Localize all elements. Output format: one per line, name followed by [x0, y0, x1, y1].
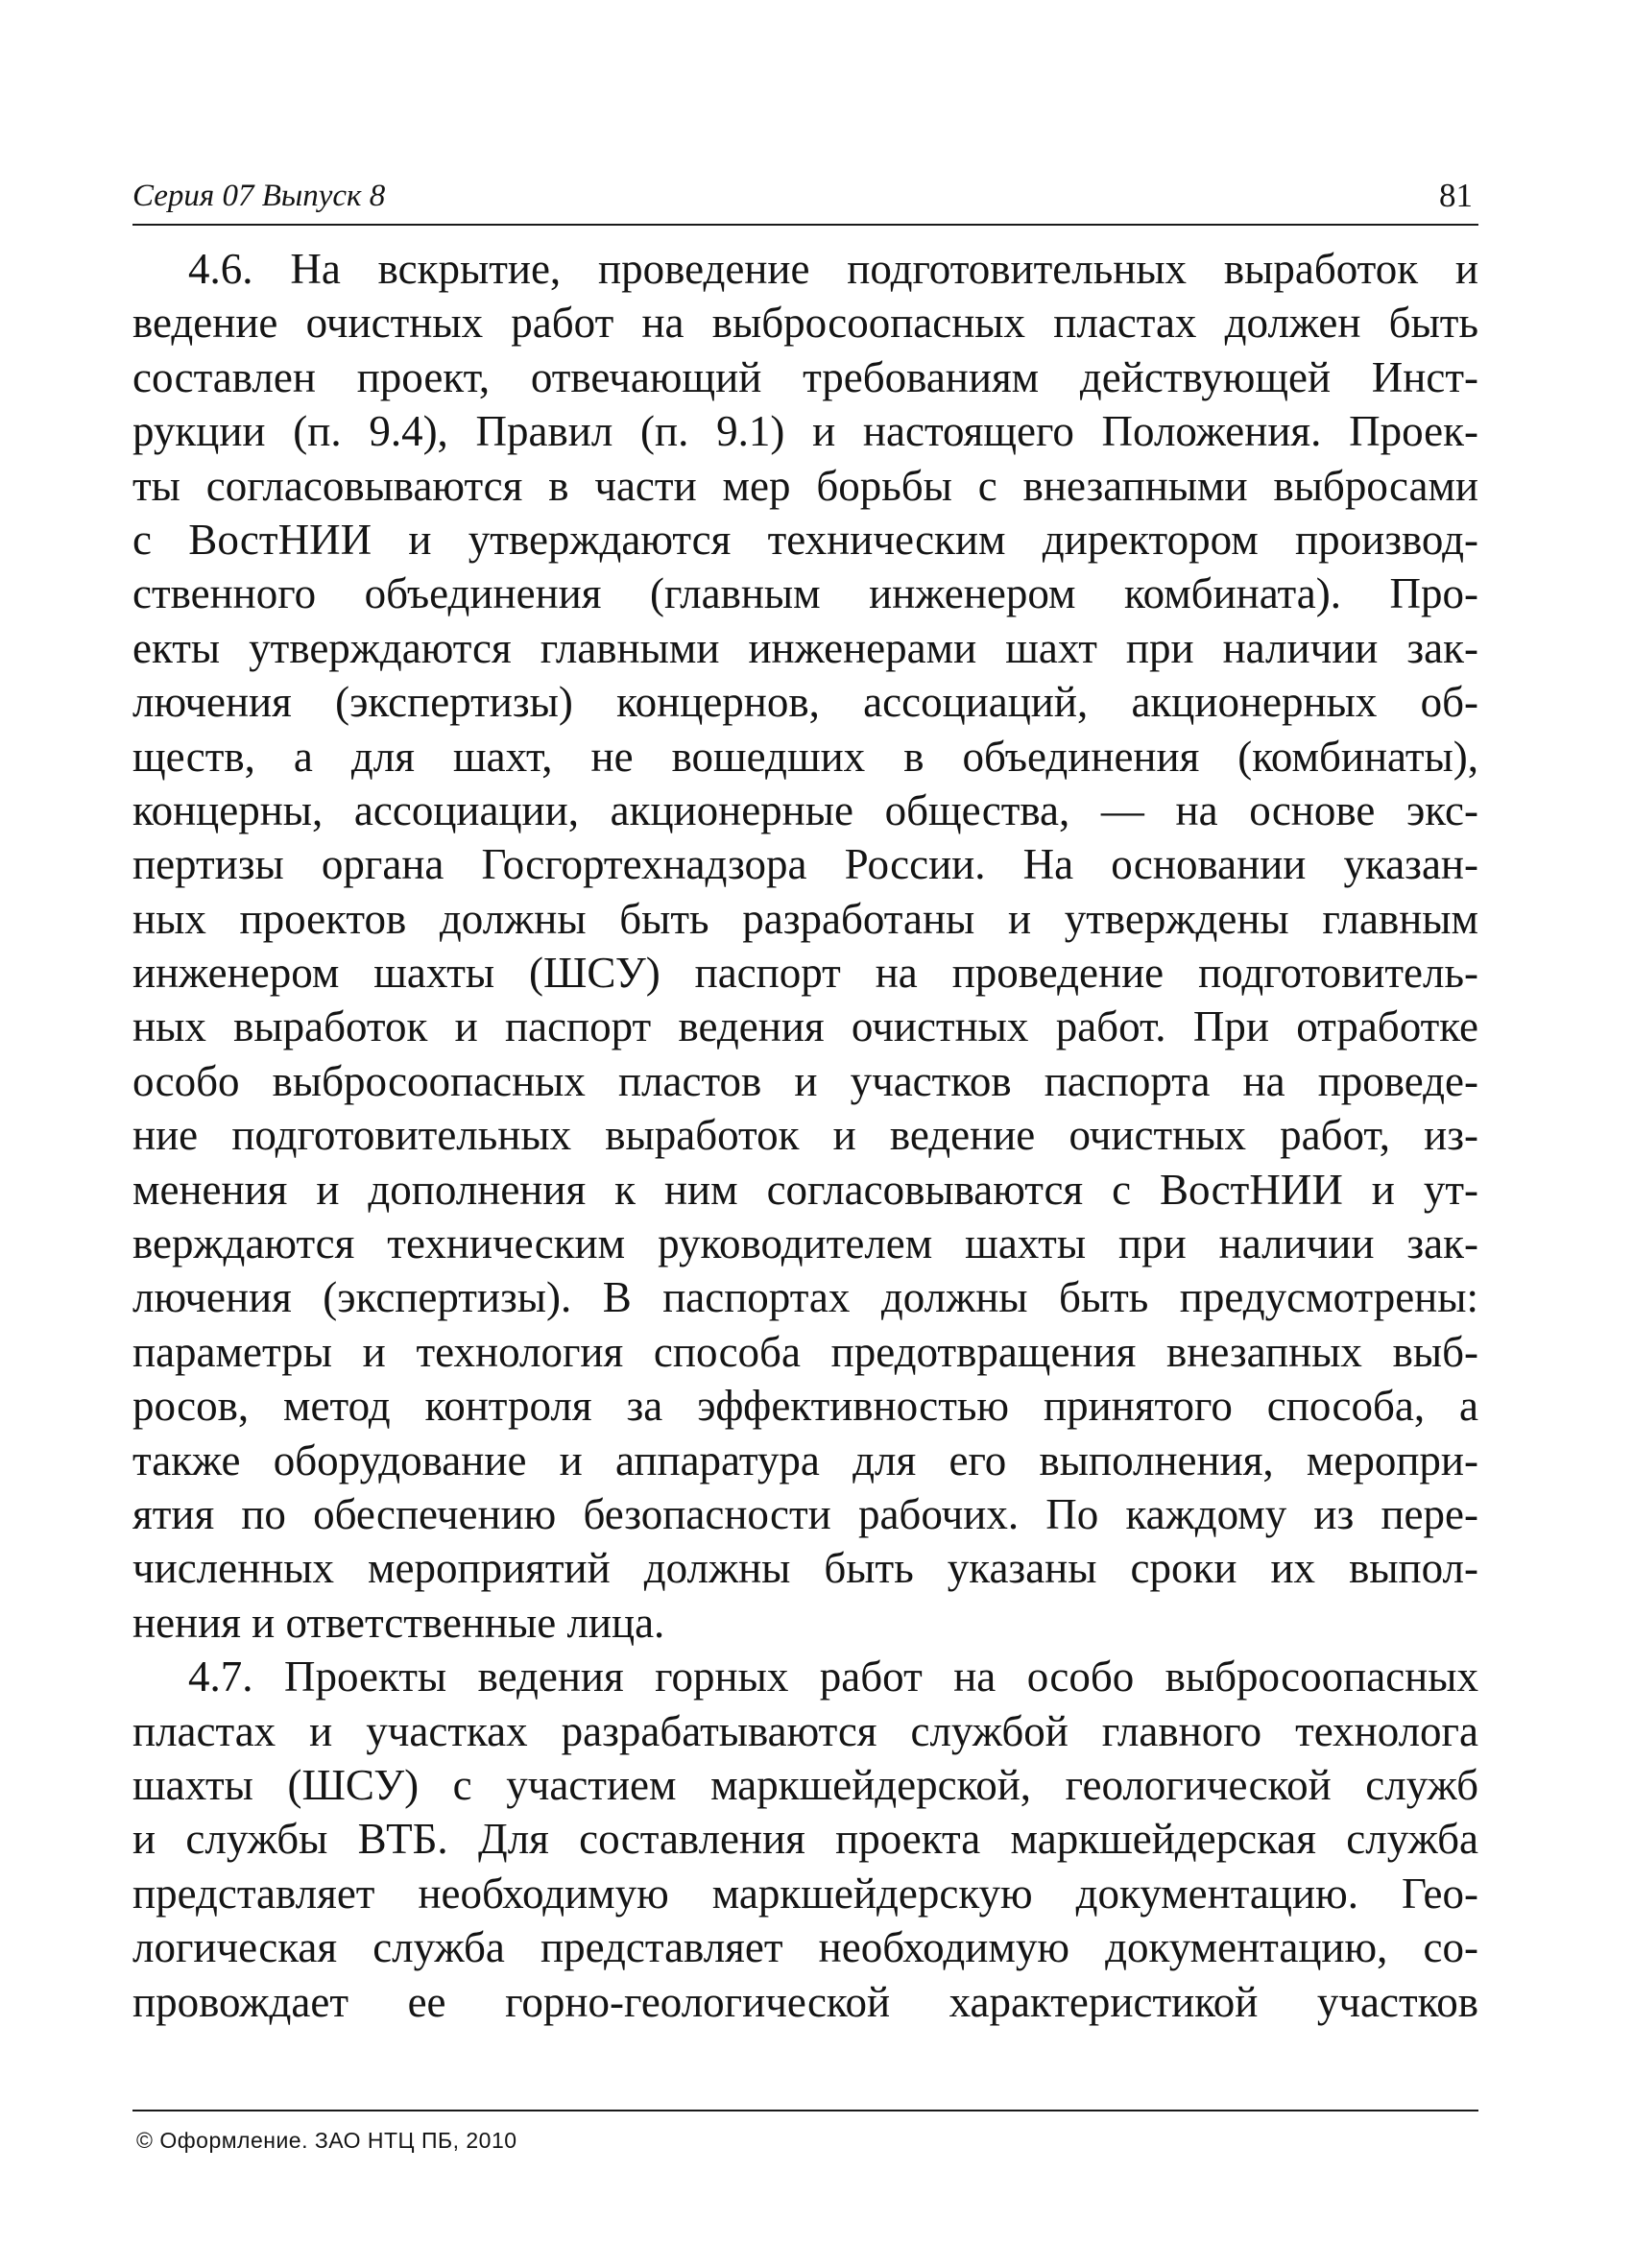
- text-line: ятия по обеспечению безопасности рабочих. По каждому из пере-: [132, 1489, 1478, 1538]
- text-line: численных мероприятий должны быть указаны сроки их выпол-: [132, 1544, 1478, 1593]
- text-line: ты согласовываются в части мер борьбы с внезапными выбросами: [132, 461, 1478, 510]
- text-line: логическая служба представляет необходимую документацию, со-: [132, 1923, 1478, 1972]
- text-line: составлен проект, отвечающий требованиям действующей Инст-: [132, 352, 1478, 401]
- text-line: пертизы органа Госгортехнадзора России. На основании указан-: [132, 840, 1478, 889]
- text-line: провождает ее горно-геологической характеристикой участков: [132, 1977, 1478, 2026]
- text-line: ведение очистных работ на выбросоопасных пластах должен быть: [132, 299, 1478, 348]
- text-line: инженером шахты (ШСУ) паспорт на проведение подготовитель-: [132, 949, 1478, 998]
- text-line: нения и ответственные лица.: [132, 1598, 665, 1647]
- text-line: представляет необходимую маркшейдерскую документацию. Гео-: [132, 1869, 1478, 1918]
- text-line: менения и дополнения к ним согласовываются с ВостНИИ и ут-: [132, 1165, 1478, 1214]
- running-header: [132, 175, 1478, 229]
- text-line: и службы ВТБ. Для составления проекта маркшейдерская служба: [132, 1815, 1478, 1864]
- text-line: рукции (п. 9.4), Правил (п. 9.1) и настоящего Положения. Проек-: [132, 407, 1478, 456]
- footer-divider: [132, 2110, 1478, 2111]
- text-line: пластах и участках разрабатываются службой главного технолога: [132, 1706, 1478, 1755]
- text-line: 4.6. На вскрытие, проведение подготовительных выработок и: [188, 245, 1478, 293]
- text-line: ных выработок и паспорт ведения очистных работ. При отработке: [132, 1002, 1478, 1051]
- text-line: шахты (ШСУ) с участием маркшейдерской, геологической служб: [132, 1760, 1478, 1809]
- text-line: лючения (экспертизы). В паспортах должны быть предусмотрены:: [132, 1273, 1478, 1322]
- paragraph-4-6: [132, 242, 1478, 1650]
- footer-copyright: © Оформление. ЗАО НТЦ ПБ, 2010: [136, 2128, 517, 2153]
- header-divider: [132, 224, 1478, 226]
- text-line: также оборудование и аппаратура для его выполнения, меропри-: [132, 1436, 1478, 1484]
- page-number: 81: [1439, 177, 1473, 214]
- series-label: Серия 07 Выпуск 8: [132, 179, 386, 213]
- text-line: ственного объединения (главным инженером комбината). Про-: [132, 569, 1478, 618]
- text-line: верждаются техническим руководителем шахты при наличии зак-: [132, 1219, 1478, 1268]
- text-line: екты утверждаются главными инженерами шахт при наличии зак-: [132, 623, 1478, 672]
- text-line: концерны, ассоциации, акционерные общества, — на основе экс-: [132, 785, 1478, 834]
- text-line: ществ, а для шахт, не вошедших в объединения (комбинаты),: [132, 732, 1478, 781]
- text-line: лючения (экспертизы) концернов, ассоциаций, акционерных об-: [132, 678, 1478, 727]
- text-line: с ВостНИИ и утверждаются техническим директором производ-: [132, 515, 1478, 564]
- text-line: ных проектов должны быть разработаны и утверждены главным: [132, 894, 1478, 943]
- text-line: параметры и технология способа предотвращения внезапных выб-: [132, 1327, 1478, 1376]
- text-line: особо выбросоопасных пластов и участков паспорта на проведе-: [132, 1056, 1478, 1105]
- text-line: 4.7. Проекты ведения горных работ на особо выбросоопасных: [188, 1653, 1478, 1701]
- text-line: росов, метод контроля за эффективностью принятого способа, а: [132, 1382, 1478, 1431]
- body-text: [132, 242, 1478, 2029]
- paragraph-4-7: [132, 1650, 1478, 2029]
- text-line: ние подготовительных выработок и ведение очистных работ, из-: [132, 1111, 1478, 1160]
